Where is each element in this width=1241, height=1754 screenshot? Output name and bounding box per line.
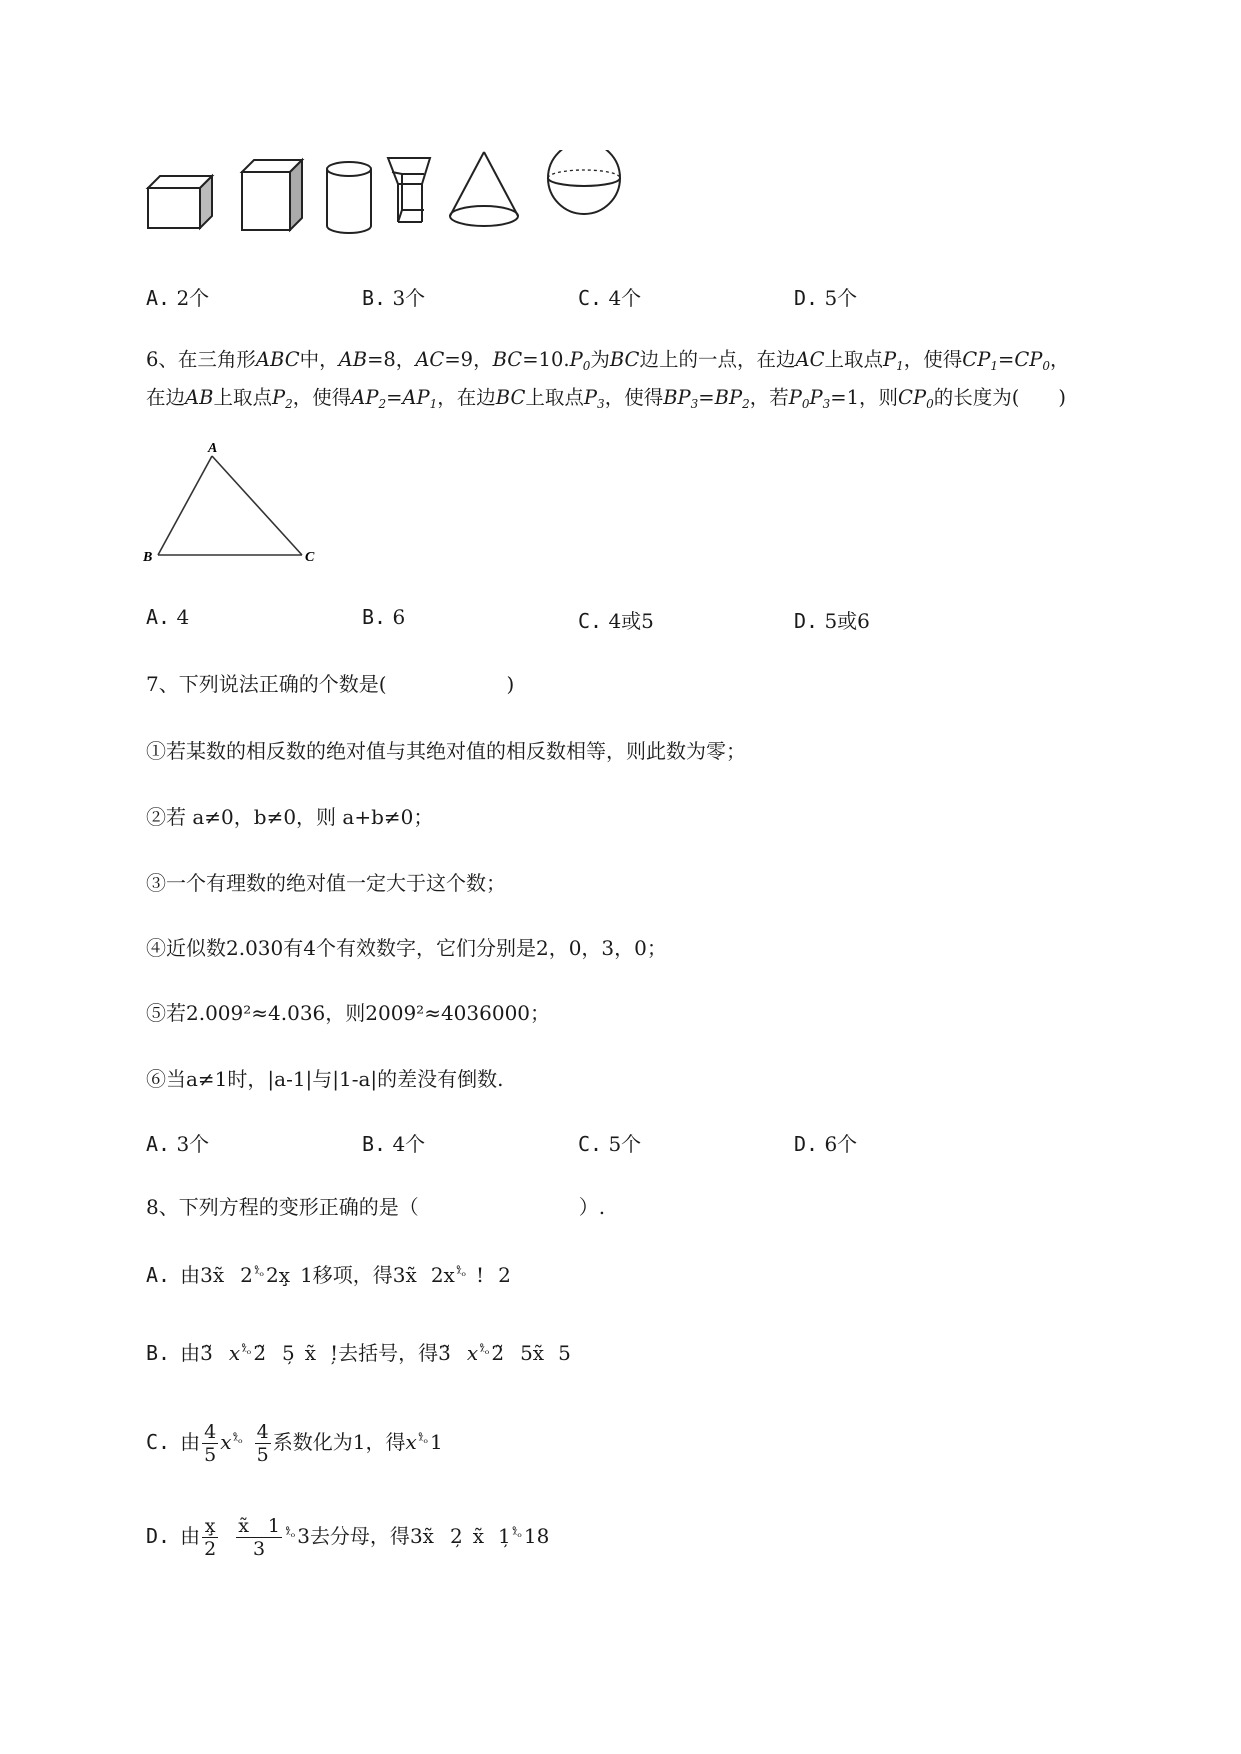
vertex-label-b: B [143, 550, 153, 565]
q8-option-d[interactable]: D. 由 $\frac{x̧}{2}$ $\frac{x̃ 1}{3}$ $^{ᵡ̊_o}$ 3去分母，得3x̃ 2̦ x̃ 1̦ $^{ᵡ̊_o}$ 18 [146, 1515, 550, 1560]
fraction: $\frac{4}{5}$ [256, 1421, 269, 1466]
cube-icon [242, 160, 302, 230]
q7-item-3: ③一个有理数的绝对值一定大于这个数； [146, 871, 506, 895]
q5-option-a[interactable]: A. 2个 [146, 286, 210, 310]
triangle-side-ab [158, 456, 212, 555]
q8-option-c[interactable]: C. 由 $\frac{4}{5}$ x $^{ᵡ̊_o}$ $\frac{4}{5}$ 系数化为1，得x $^{ᵡ̊_o}$ 1 [146, 1421, 443, 1466]
q7-item-1: ①若某数的相反数的绝对值与其绝对值的相反数相等，则此数为零； [146, 739, 746, 763]
q6-option-d[interactable]: D. 5或6 [794, 609, 870, 633]
q5-option-c[interactable]: C. 4个 [578, 286, 642, 310]
solid-shapes-figure [140, 150, 700, 250]
fraction: $\frac{x̃ 1}{3}$ [238, 1515, 280, 1560]
vertex-label-a: A [208, 441, 218, 456]
q8-option-a[interactable]: A. 由3x̃ 2 $^{ᵡ̊_o}$ 2x̧ 1移项，得3x̃ 2x $^{ᵡ̊_o}$ ! 2 [146, 1263, 511, 1287]
frustum-prism-icon [388, 158, 430, 222]
fraction: $\frac{4}{5}$ [204, 1421, 217, 1466]
q7-option-a[interactable]: A. 3个 [146, 1132, 210, 1156]
q7-item-5: ⑤若2.009²≈4.036，则2009²≈4036000； [146, 1001, 551, 1025]
q7-title: 7、下列说法正确的个数是( ) [146, 672, 515, 696]
q6-option-b[interactable]: B. 6 [362, 605, 406, 629]
q8-option-b[interactable]: B. 由3̃ x $^{ᵡ̊_o}$ 2̃ 5̦ x̃ !̦去括号，得3̃ x $^{ᵡ̊_o}$ 2̃ 5x̃ 5 [146, 1341, 571, 1365]
q7-item-4: ④近似数2.030有4个有效数字，它们分别是2，0，3，0； [146, 936, 667, 960]
q7-option-d[interactable]: D. 6个 [794, 1132, 858, 1156]
sphere-icon [548, 150, 620, 214]
q7-item-2: ②若 a≠0，b≠0，则 a+b≠0； [146, 805, 434, 829]
triangle-figure [140, 440, 330, 570]
q5-option-d[interactable]: D. 5个 [794, 286, 858, 310]
q6-option-a[interactable]: A. 4 [146, 605, 190, 629]
q7-option-c[interactable]: C. 5个 [578, 1132, 642, 1156]
fraction: $\frac{x̧}{2}$ [204, 1515, 217, 1560]
q5-option-b[interactable]: B. 3个 [362, 286, 426, 310]
cone-icon [450, 152, 518, 226]
q7-option-b[interactable]: B. 4个 [362, 1132, 426, 1156]
q6-stem-line-1: 6、在三角形ABC中，AB=8，AC=9，$BC=10.P_0$为BC边上的一点，在边AC上取点$P_1$，使得$CP_1=CP_0$， [146, 348, 1070, 373]
cylinder-icon [327, 162, 371, 233]
cuboid-icon [148, 176, 212, 228]
vertex-label-c: C [305, 550, 315, 565]
q6-stem-line-2: 在边AB上取点$P_2$，使得$AP_2=AP_1$，在边BC上取点$P_3$，使得$BP_3=BP_2$，若$P_0P_3=1$，则$CP_0$的长度为( ) [146, 386, 1066, 411]
q7-item-6: ⑥当a≠1时，|a-1|与|1-a|的差没有倒数. [146, 1067, 504, 1091]
q8-title: 8、下列方程的变形正确的是（ ）. [146, 1195, 606, 1219]
q6-option-c[interactable]: C. 4或5 [578, 609, 654, 633]
triangle-side-ac [212, 456, 302, 555]
